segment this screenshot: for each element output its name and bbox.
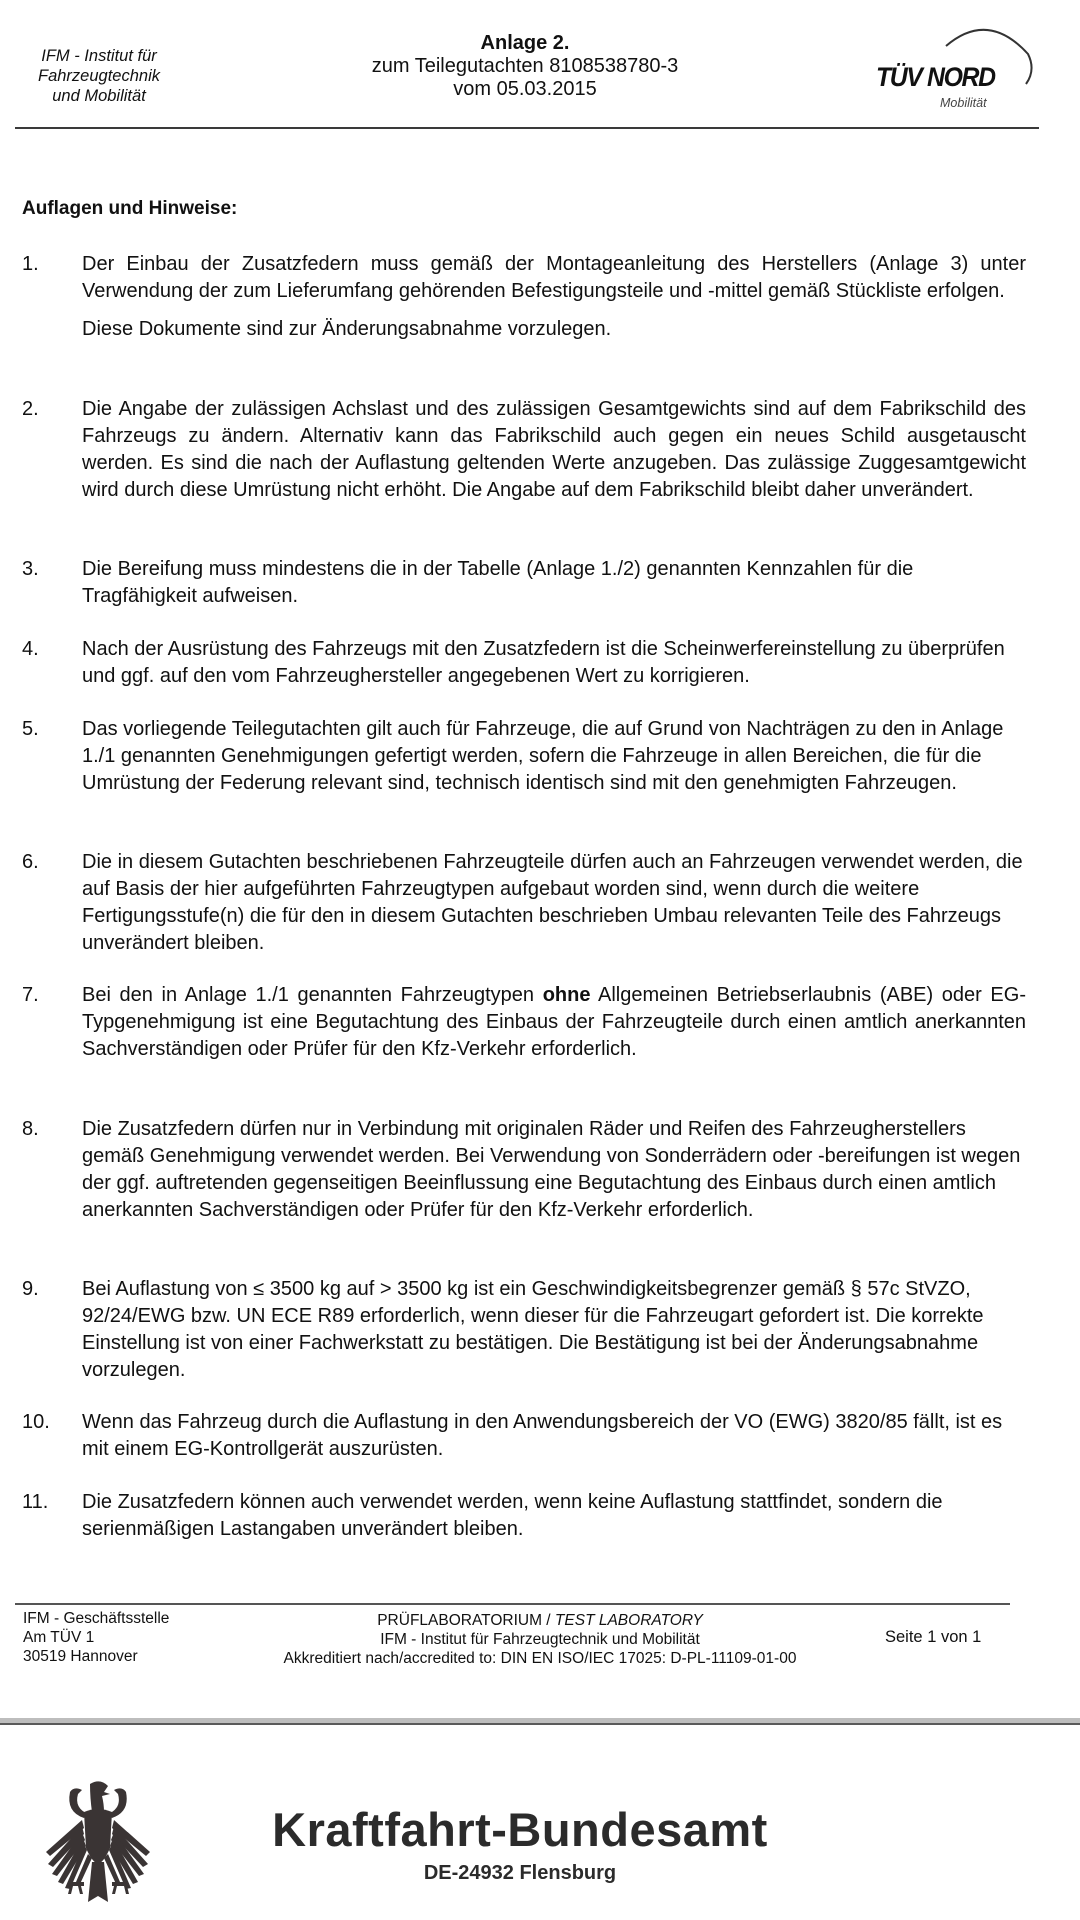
- list-item: [22, 636, 1026, 690]
- item-text: Der Einbau der Zusatzfedern muss gemäß der Montageanleitung des Herstellers (Anlage 3) unter Verwendung der zum Lieferumfang gehörenden Befestigungsteile und -mittel gemäß Stückliste erfolgen.: [82, 253, 1026, 302]
- item-text: Die Bereifung muss mindestens die in der Tabelle (Anlage 1./2) genannten Kennzahlen für die Tragfähigkeit aufweisen.: [82, 558, 914, 607]
- document-title: Anlage 2.: [480, 32, 570, 54]
- emphasis-ohne: ohne: [542, 984, 591, 1006]
- header-title-block: [300, 32, 750, 101]
- address-line: IFM - Geschäftsstelle: [23, 1610, 170, 1627]
- footer-address: [23, 1609, 169, 1666]
- list-item: [22, 251, 1026, 343]
- section-heading: Auflagen und Hinweise:: [22, 198, 238, 219]
- item-number: 8.: [22, 1118, 39, 1140]
- kba-address: DE-24932 Flensburg: [423, 1862, 617, 1884]
- item-number: 3.: [22, 558, 39, 580]
- list-item: [22, 716, 1026, 797]
- list-item: [22, 1276, 1026, 1384]
- item-text: Die in diesem Gutachten beschriebenen Fahrzeugteile dürfen auch an Fahrzeugen verwendet werden, die auf Basis der hier aufgeführten Fahrzeugtypen aufgebaut worden sind, wenn durch die weitere Fertigungsstufe(n) die für den in diesem Gutachten beschrieben Umbau relevanten Teile des Fahrzeugs unverändert bleiben.: [82, 851, 1023, 954]
- item-number: 11.: [22, 1491, 49, 1513]
- item-text: Die Zusatzfedern können auch verwendet werden, wenn keine Auflastung stattfindet, sondern die serienmäßigen Lastangaben unverändert bleiben.: [82, 1491, 943, 1540]
- item-number: 9.: [22, 1278, 39, 1300]
- list-item: [22, 849, 1026, 957]
- document-subtitle: zum Teilegutachten 8108538780-3: [371, 55, 679, 77]
- item-number: 1.: [22, 253, 39, 275]
- item-text: Nach der Ausrüstung des Fahrzeugs mit den Zusatzfedern ist die Scheinwerfereinstellung zu überprüfen und ggf. auf den vom Fahrzeughersteller angegebenen Wert zu korrigieren.: [82, 638, 1005, 687]
- address-line: 30519 Hannover: [23, 1648, 138, 1665]
- footer-divider: [15, 1603, 1010, 1605]
- item-text: Die Angabe der zulässigen Achslast und des zulässigen Gesamtgewichts sind auf dem Fabrikschild des Fahrzeugs zu ändern. Alternativ kann das Fabrikschild auch gegen ein neues Schild ausgetauscht werden. Es sind die nach der Auflastung geltenden Werte anzugeben. Das zulässige Zuggesamtgewicht wird durch diese Umrüstung nicht erhöht. Die Angabe auf dem Fabrikschild bleibt daher unverändert.: [82, 398, 1026, 501]
- list-item: [22, 1409, 1026, 1463]
- lab-title: PRÜFLABORATORIUM / TEST LABORATORY: [377, 1612, 703, 1629]
- item-number: 4.: [22, 638, 39, 660]
- list-item: [22, 1489, 1026, 1543]
- institute-line: IFM - Institut für: [41, 47, 157, 65]
- item-text: Diese Dokumente sind zur Änderungsabnahme vorzulegen.: [82, 318, 612, 340]
- tuv-brand: TÜV NORD: [876, 62, 995, 92]
- header-divider: [15, 127, 1039, 129]
- item-number: 5.: [22, 718, 39, 740]
- address-line: Am TÜV 1: [23, 1629, 95, 1646]
- item-text: Das vorliegende Teilegutachten gilt auch für Fahrzeuge, die auf Grund von Nachträgen zu den in Anlage 1./1 genannten Genehmigungen gefertigt werden, sofern die Fahrzeuge in allen Bereichen, die für die Umrüstung der Federung relevant sind, technisch identisch sind mit den genehmigten Fahrzeugen.: [82, 718, 1004, 794]
- item-number: 6.: [22, 851, 39, 873]
- list-item: [22, 396, 1026, 504]
- institute-line: Fahrzeugtechnik: [38, 67, 160, 85]
- institute-line: und Mobilität: [52, 87, 146, 105]
- kba-title: Kraftfahrt-Bundesamt: [272, 1803, 768, 1856]
- list-item: [22, 982, 1026, 1063]
- page-number: Seite 1 von 1: [885, 1628, 982, 1646]
- list-item: [22, 556, 1026, 610]
- item-text: Bei den in Anlage 1./1 genannten Fahrzeugtypen ohne Allgemeinen Betriebserlaubnis (ABE) oder EG-Typgenehmigung ist eine Begutachtung des Einbaus der Fahrzeugteile durch einen amtlich anerkannten Sachverständigen oder Prüfer für den Kfz-Verkehr erforderlich.: [82, 984, 1026, 1060]
- tuv-nord-logo: [868, 16, 1038, 116]
- header-institute: [14, 46, 184, 106]
- document-date: vom 05.03.2015: [453, 78, 597, 100]
- lab-institute: IFM - Institut für Fahrzeugtechnik und Mobilität: [380, 1631, 700, 1648]
- tuv-sub: Mobilität: [940, 96, 987, 110]
- kba-separator: [0, 1718, 1080, 1725]
- item-text: Wenn das Fahrzeug durch die Auflastung in den Anwendungsbereich der VO (EWG) 3820/85 fällt, ist es mit einem EG-Kontrollgerät auszurüsten.: [82, 1411, 1003, 1460]
- lab-accreditation: Akkreditiert nach/accredited to: DIN EN ISO/IEC 17025: D-PL-11109-01-00: [283, 1650, 797, 1667]
- list-item: [22, 1116, 1026, 1224]
- federal-eagle-icon: [38, 1778, 158, 1906]
- item-text: Bei Auflastung von ≤ 3500 kg auf > 3500 kg ist ein Geschwindigkeitsbegrenzer gemäß § 57c StVZO, 92/24/EWG bzw. UN ECE R89 erforderlich, wenn dieser für die Fahrzeugart gefordert ist. Die korrekte Einstellung ist von einer Fachwerkstatt zu bestätigen. Die Bestätigung ist bei der Änderungsabnahme vorzulegen.: [82, 1278, 984, 1381]
- footer-lab-info: [240, 1611, 840, 1668]
- item-text: Die Zusatzfedern dürfen nur in Verbindung mit originalen Räder und Reifen des Fahrzeugherstellers gemäß Genehmigung verwendet werden. Bei Verwendung von Sonderrädern oder -bereifungen ist wegen der ggf. auftretenden gegenseitigen Beeinflussung eine Begutachtung des Einbaus durch einen amtlich anerkannten Sachverständigen oder Prüfer für den Kfz-Verkehr erforderlich.: [82, 1118, 1021, 1221]
- item-number: 2.: [22, 398, 39, 420]
- item-number: 10.: [22, 1411, 50, 1433]
- item-number: 7.: [22, 984, 39, 1006]
